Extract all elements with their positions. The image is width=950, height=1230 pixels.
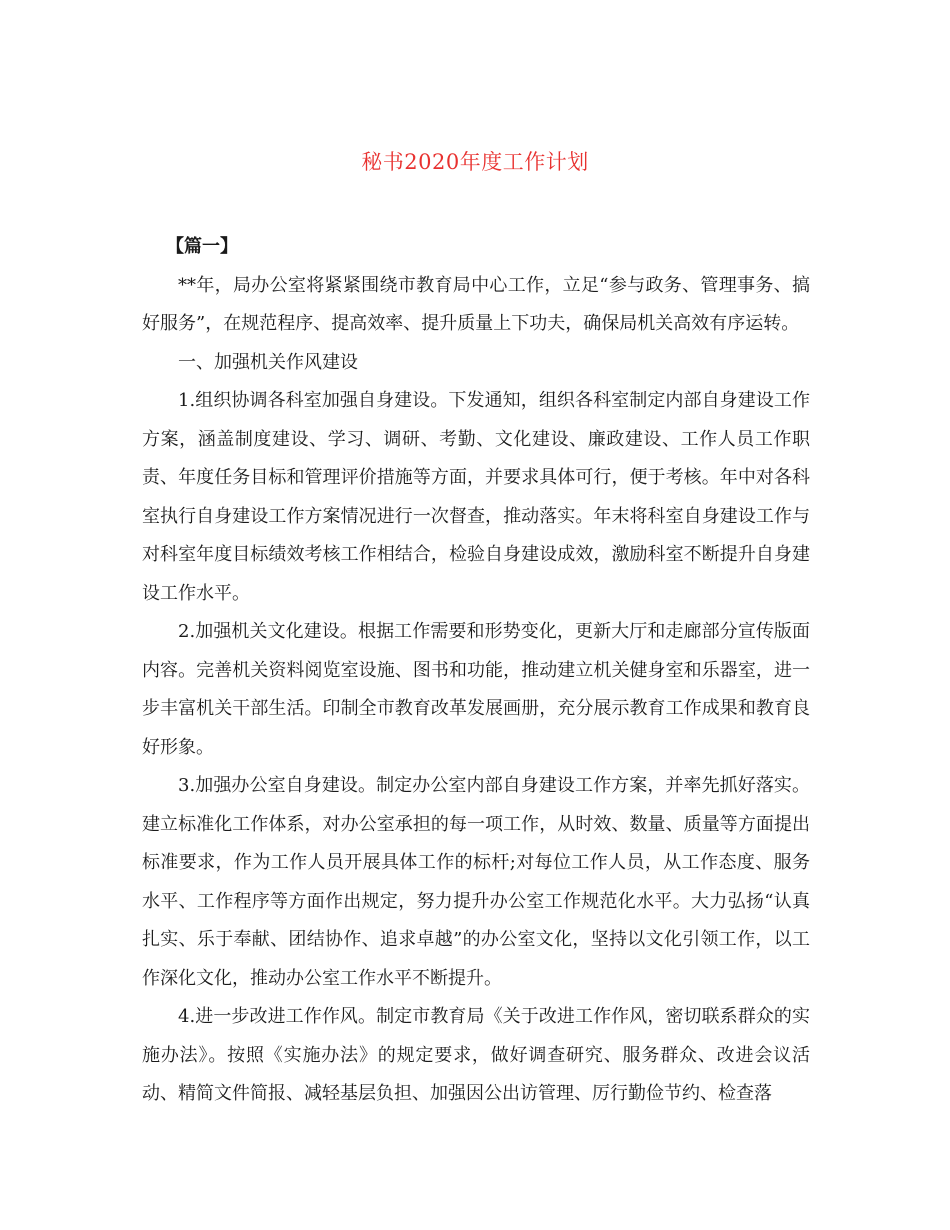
intro-paragraph: **年，局办公室将紧紧围绕市教育局中心工作，立足“参与政务、管理事务、搞好服务”，在规范程序、提高效率、提升质量上下功夫，确保局机关高效有序运转。 [142, 274, 810, 334]
section-label-part-one: 【篇一】 [166, 236, 238, 257]
item-2-paragraph: 2.加强机关文化建设。根据工作需要和形势变化，更新大厅和走廊部分宣传版面内容。完善机关资料阅览室设施、图书和功能，推动建立机关健身室和乐器室，进一步丰富机关干部生活。印制全市教育改革发展画册，充分展示教育工作成果和教育良好形象。 [142, 621, 810, 758]
item-3-paragraph: 3.加强办公室自身建设。制定办公室内部自身建设工作方案，并率先抓好落实。建立标准化工作体系，对办公室承担的每一项工作，从时效、数量、质量等方面提出标准要求，作为工作人员开展具体工作的标杆;对每位工作人员，从工作态度、服务水平、工作程序等方面作出规定，努力提升办公室工作规范化水平。大力弘扬“认真扎实、乐于奉献、团结协作、追求卓越”的办公室文化，坚持以文化引领工作，以工作深化文化，推动办公室工作水平不断提升。 [142, 775, 810, 989]
heading-strengthen-work-style: 一、加强机关作风建设 [178, 351, 358, 373]
item-1-paragraph: 1.组织协调各科室加强自身建设。下发通知，组织各科室制定内部自身建设工作方案，涵盖制度建设、学习、调研、考勤、文化建设、廉政建设、工作人员工作职责、年度任务目标和管理评价措施等方面，并要求具体可行，便于考核。年中对各科室执行自身建设工作方案情况进行一次督查，推动落实。年末将科室自身建设工作与对科室年度目标绩效考核工作相结合，检验自身建设成效，激励科室不断提升自身建设工作水平。 [142, 390, 810, 604]
document-body [142, 228, 810, 1114]
item-4-paragraph: 4.进一步改进工作作风。制定市教育局《关于改进工作作风，密切联系群众的实施办法》。按照《实施办法》的规定要求，做好调查研究、服务群众、改进会议活动、精简文件简报、减轻基层负担、加强因公出访管理、厉行勤俭节约、检查落 [142, 1006, 810, 1104]
document-title: 秘书2020年度工作计划 [361, 150, 589, 174]
